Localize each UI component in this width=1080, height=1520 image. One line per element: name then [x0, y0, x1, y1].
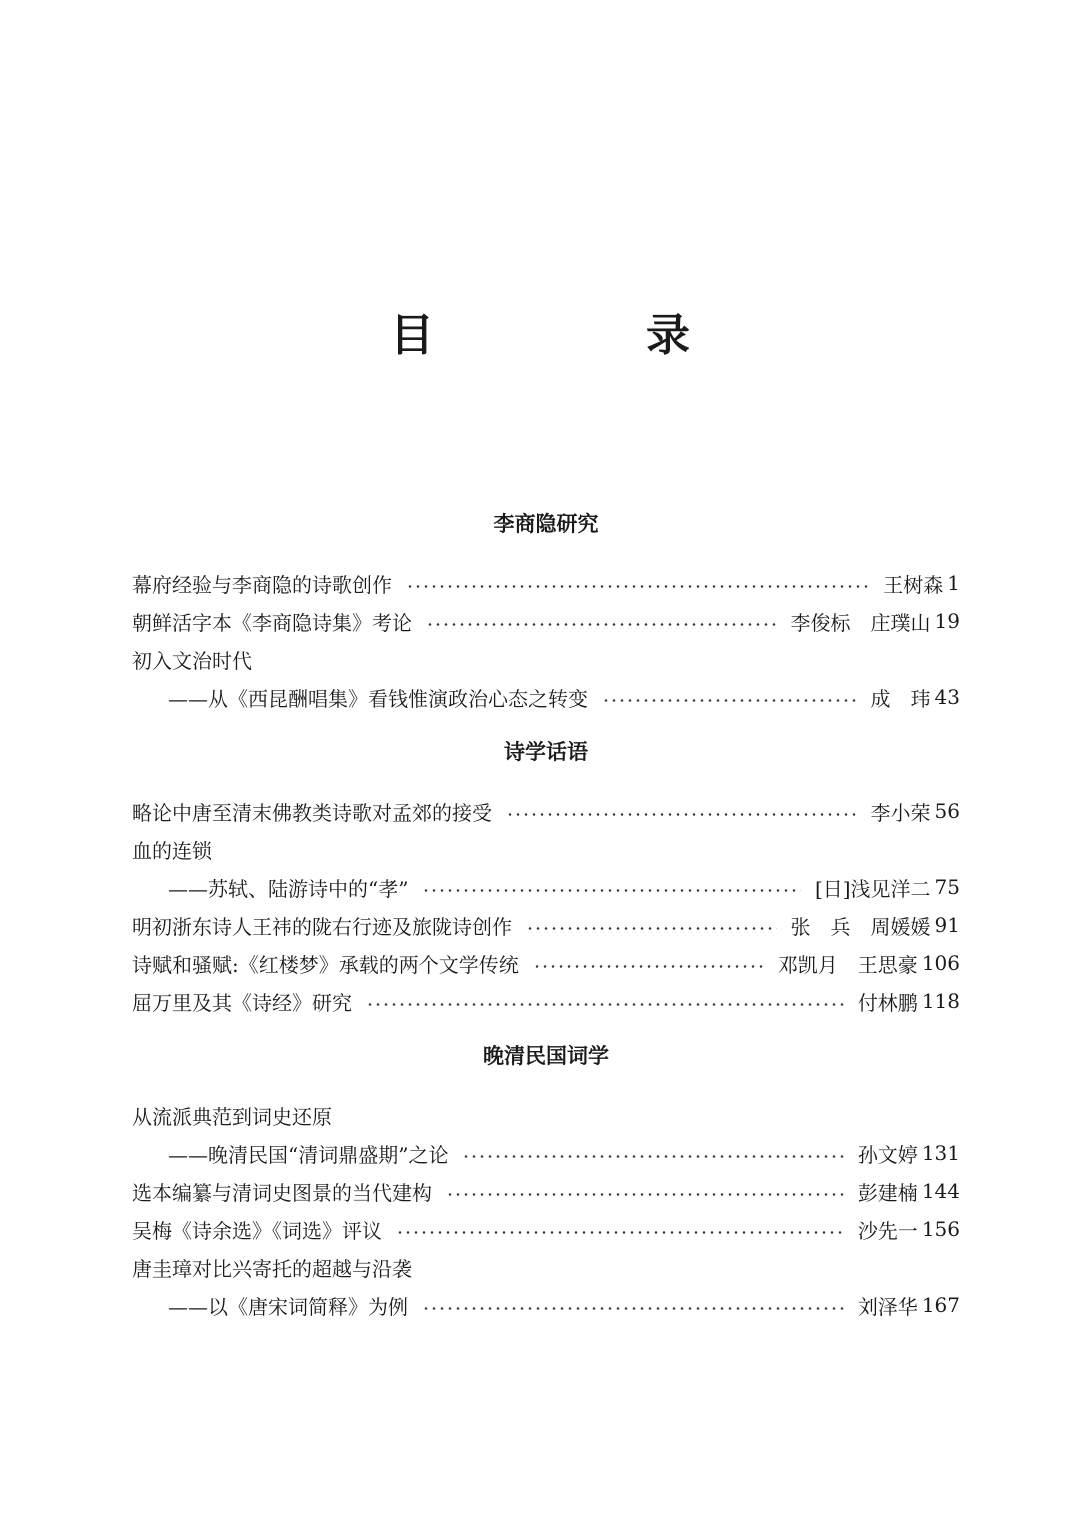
- entry-page-number: 19: [934, 609, 960, 633]
- entry-page-number: 1: [947, 571, 960, 595]
- dot-leader: [446, 1193, 844, 1196]
- entry-page-number: 131: [921, 1141, 960, 1165]
- page-title: 目 录: [390, 310, 774, 361]
- toc-section-li-shangyin: [132, 504, 960, 716]
- toc-entry-main-title: [132, 640, 960, 678]
- dot-leader: [406, 585, 869, 588]
- entry-page-number: 156: [921, 1217, 960, 1241]
- toc-section-poetics: [132, 732, 960, 1020]
- dot-leader: [602, 699, 857, 702]
- section-heading: 诗学话语: [504, 740, 588, 764]
- entry-title: 选本编纂与清词史图景的当代建构: [132, 1180, 432, 1205]
- entry-page-number: 56: [934, 799, 960, 823]
- dot-leader: [533, 965, 764, 968]
- dot-leader: [462, 1155, 843, 1158]
- entry-page-number: 75: [934, 875, 960, 899]
- toc-entry: [132, 564, 960, 602]
- toc-entry: [132, 792, 960, 830]
- entry-author: 李俊标 庄璞山: [790, 610, 931, 635]
- entry-author: 彭建楠: [857, 1180, 918, 1205]
- entry-title: 从流派典范到词史还原: [132, 1104, 332, 1129]
- entry-page-number: 144: [921, 1179, 960, 1203]
- entry-subtitle: ——晚清民国“清词鼎盛期”之论: [168, 1142, 449, 1167]
- entry-page-number: 167: [921, 1293, 960, 1317]
- entry-author: 李小荣: [870, 800, 931, 825]
- entry-title: 唐圭璋对比兴寄托的超越与沿袭: [132, 1256, 412, 1281]
- toc-entry: [132, 982, 960, 1020]
- entry-subtitle: ——以《唐宋词简释》为例: [168, 1294, 408, 1319]
- entry-subtitle: ——从《西昆酬唱集》看钱惟演政治心态之转变: [168, 686, 588, 711]
- dot-leader: [422, 1307, 844, 1310]
- section-heading: 李商隐研究: [493, 512, 599, 536]
- entry-page-number: 118: [921, 989, 960, 1013]
- dot-leader: [526, 927, 777, 930]
- entry-author: 王树森: [883, 572, 944, 597]
- entry-title: 血的连锁: [132, 838, 212, 863]
- entry-title: 幕府经验与李商隐的诗歌创作: [132, 572, 392, 597]
- entry-author: 邓凯月 王思豪: [777, 952, 918, 977]
- entry-page-number: 43: [934, 685, 960, 709]
- entry-title: 略论中唐至清末佛教类诗歌对孟郊的接受: [132, 800, 492, 825]
- dot-leader: [396, 1231, 844, 1234]
- toc-entry: [132, 1210, 960, 1248]
- dot-leader: [506, 813, 857, 816]
- dot-leader: [422, 889, 800, 892]
- toc-entry-subtitle: [132, 678, 960, 716]
- toc-entry-subtitle: [132, 1286, 960, 1324]
- entry-author: 成 玮: [870, 686, 931, 711]
- entry-title: 屈万里及其《诗经》研究: [132, 990, 352, 1015]
- entry-author: 张 兵 周媛媛: [790, 914, 931, 939]
- toc-entry-main-title: [132, 1096, 960, 1134]
- entry-author: [日]浅见洋二: [814, 876, 931, 901]
- entry-author: 付林鹏: [857, 990, 918, 1015]
- section-heading: 晚清民国词学: [483, 1044, 609, 1068]
- toc-entry-main-title: [132, 1248, 960, 1286]
- toc-entry-subtitle: [132, 868, 960, 906]
- dot-leader: [426, 623, 777, 626]
- entry-author: 孙文婷: [857, 1142, 918, 1167]
- toc-entry-main-title: [132, 830, 960, 868]
- entry-page-number: 91: [934, 913, 960, 937]
- entry-title: 明初浙东诗人王祎的陇右行迹及旅陇诗创作: [132, 914, 512, 939]
- toc-section-ci-studies: [132, 1036, 960, 1324]
- entry-title: 诗赋和骚赋:《红楼梦》承载的两个文学传统: [132, 952, 519, 977]
- entry-page-number: 106: [921, 951, 960, 975]
- toc-entry: [132, 602, 960, 640]
- dot-leader: [366, 1003, 844, 1006]
- toc-entry-subtitle: [132, 1134, 960, 1172]
- entry-author: 刘泽华: [857, 1294, 918, 1319]
- toc-entry: [132, 906, 960, 944]
- toc-entry: [132, 944, 960, 982]
- entry-subtitle: ——苏轼、陆游诗中的“孝”: [168, 876, 409, 901]
- entry-title: 朝鲜活字本《李商隐诗集》考论: [132, 610, 412, 635]
- entry-author: 沙先一: [857, 1218, 918, 1243]
- entry-title: 初入文治时代: [132, 648, 252, 673]
- entry-title: 吴梅《诗余选》《词选》评议: [132, 1218, 382, 1243]
- toc-entry: [132, 1172, 960, 1210]
